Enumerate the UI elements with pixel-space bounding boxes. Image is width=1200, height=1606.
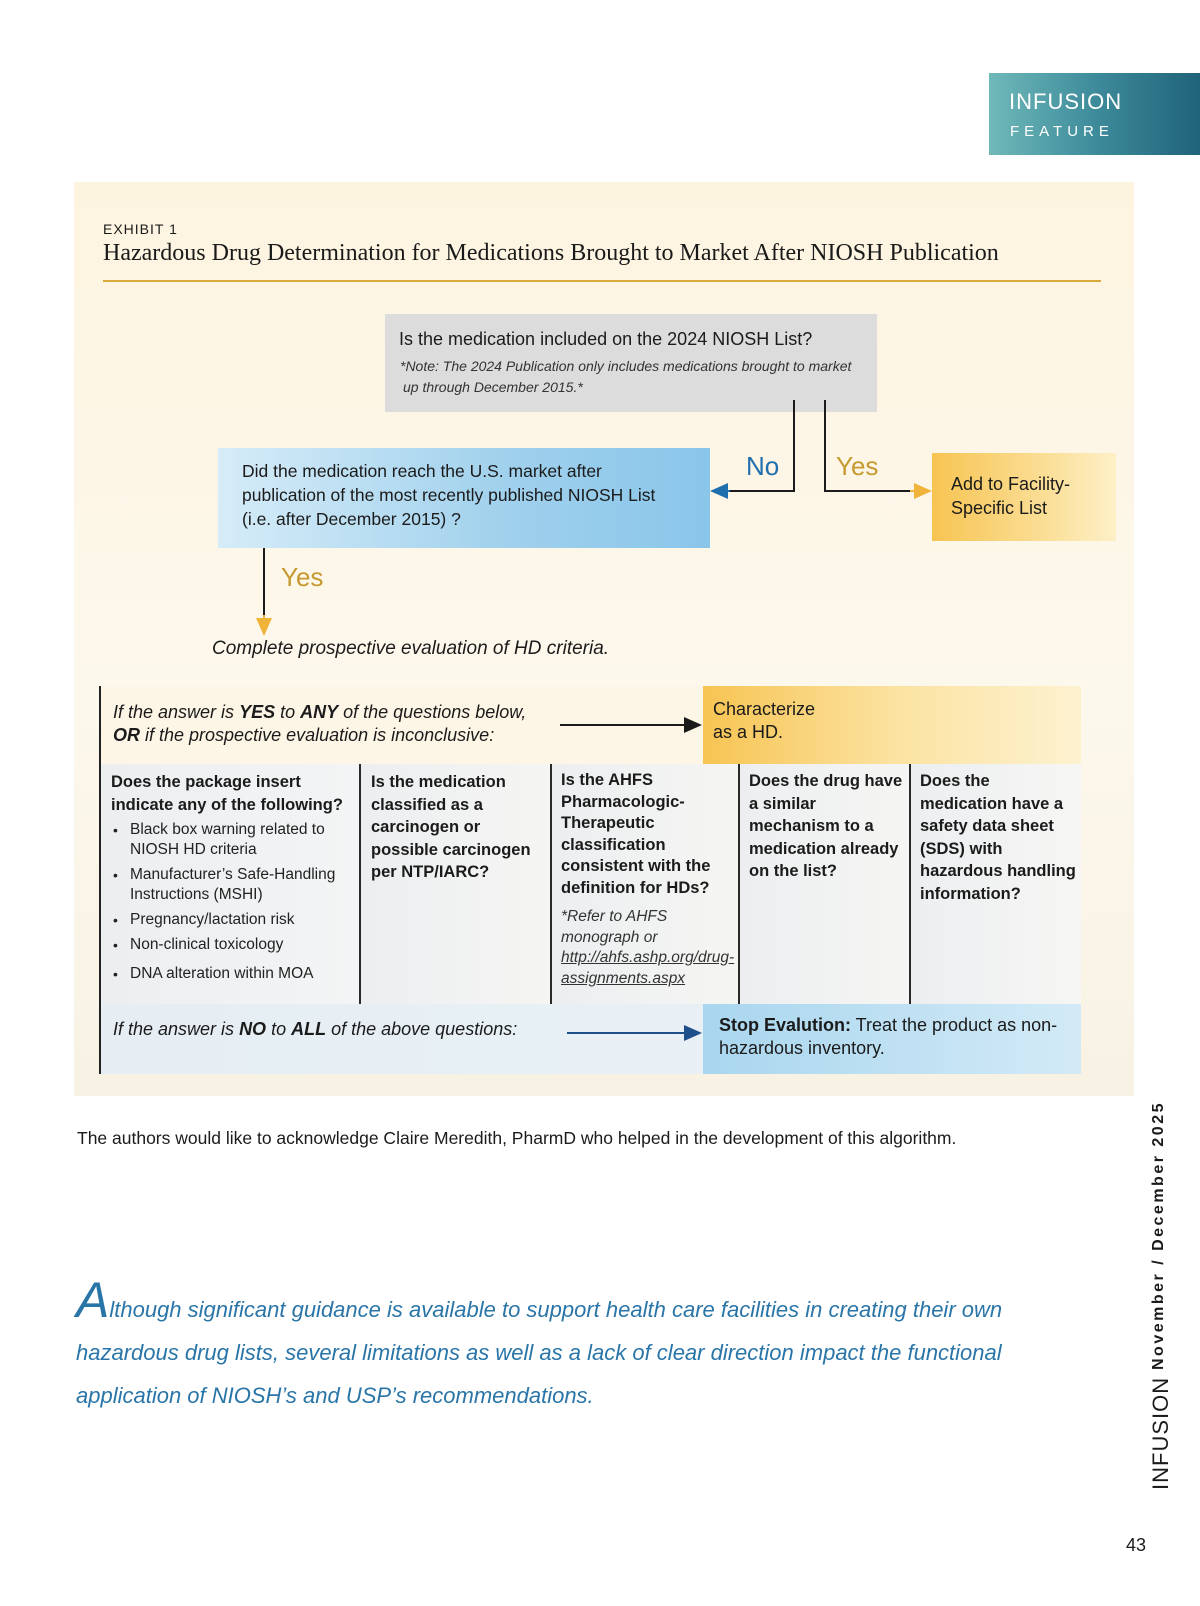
pull-quote: Although significant guidance is available to support health care facilities in creating their own hazardous drug lists, several limitations as well as a lack of clear direction impact the functional application of NIOSH’s and USP’s recommendations. — [76, 1272, 1003, 1408]
yes-branch-label: Yes — [836, 451, 879, 481]
column-divider — [909, 764, 911, 1004]
issue-date: November / December 2025 — [1150, 1101, 1167, 1370]
exhibit-label: EXHIBIT 1 — [103, 221, 178, 237]
brand-logo: INFUSION — [1009, 89, 1123, 114]
if-no-instruction: If the answer is NO to ALL of the above questions: — [113, 1019, 518, 1039]
section-badge — [989, 73, 1200, 155]
ahfs-note: *Refer to AHFS monograph or http://ahfs.ashp.org/drug-assignments.aspx — [561, 908, 735, 987]
no-branch-label: No — [746, 451, 780, 481]
pull-quote-dropcap: A — [76, 1272, 110, 1328]
page-number: 43 — [1126, 1535, 1147, 1555]
list-item: • DNA alteration within MOA — [113, 964, 358, 984]
stop-evaluation-text: Stop Evalution: Treat the product as non-hazardous inventory. — [719, 1015, 1058, 1058]
characterize-hd-label: Characterize as a HD. — [713, 699, 816, 742]
list-item: • Non-clinical toxicology — [113, 935, 358, 955]
column-divider — [359, 764, 361, 1004]
acknowledgement: The authors would like to acknowledge Claire Meredith, PharmD who helped in the development of this algorithm. — [77, 1128, 957, 1148]
prospective-evaluation-text: Complete prospective evaluation of HD criteria. — [212, 638, 610, 659]
yes-branch-label-2: Yes — [281, 562, 324, 592]
title-divider — [103, 280, 1101, 282]
package-insert-list — [113, 820, 358, 989]
column-divider — [738, 764, 740, 1004]
niosh-list-question: Is the medication included on the 2024 NIOSH List? — [399, 329, 813, 349]
carcinogen-question: Is the medication classified as a carcinogen or possible carcinogen per NTP/IARC? — [371, 773, 531, 881]
column-divider — [550, 764, 552, 1004]
list-item: • Pregnancy/lactation risk — [113, 910, 358, 930]
list-item: • Black box warning related to NIOSH HD criteria — [113, 820, 358, 860]
mechanism-question: Does the drug have a similar mechanism to a medication already on the list? — [749, 772, 903, 880]
footer-brand: INFUSION — [1148, 1376, 1173, 1490]
sds-question: Does the medication have a safety data sheet (SDS) with hazardous handling information? — [920, 772, 1076, 903]
add-to-list-label: Add to Facility-Specific List — [951, 474, 1071, 518]
exhibit-title: Hazardous Drug Determination for Medications Brought to Market After NIOSH Publication — [103, 240, 999, 266]
section-label: FEATURE — [1010, 123, 1114, 140]
list-item: • Manufacturer’s Safe-Handling Instructions (MSHI) — [113, 865, 358, 905]
ahfs-question: Is the AHFS Pharmacologic-Therapeutic classification consistent with the definition for HDs? — [561, 771, 711, 897]
niosh-list-note: *Note: The 2024 Publication only includes medications brought to market up through December 2015.* — [400, 358, 852, 395]
if-yes-instruction: If the answer is YES to ANY of the questions below, OR if the prospective evaluation is inconclusive: — [113, 702, 527, 745]
ahfs-link[interactable]: http://ahfs.ashp.org/drug-assignments.aspx — [561, 949, 735, 987]
package-insert-question: Does the package insert indicate any of the following? — [111, 773, 343, 814]
market-date-question: Did the medication reach the U.S. market after publication of the most recently published NIOSH List (i.e. after December 2015) ? — [242, 461, 656, 529]
